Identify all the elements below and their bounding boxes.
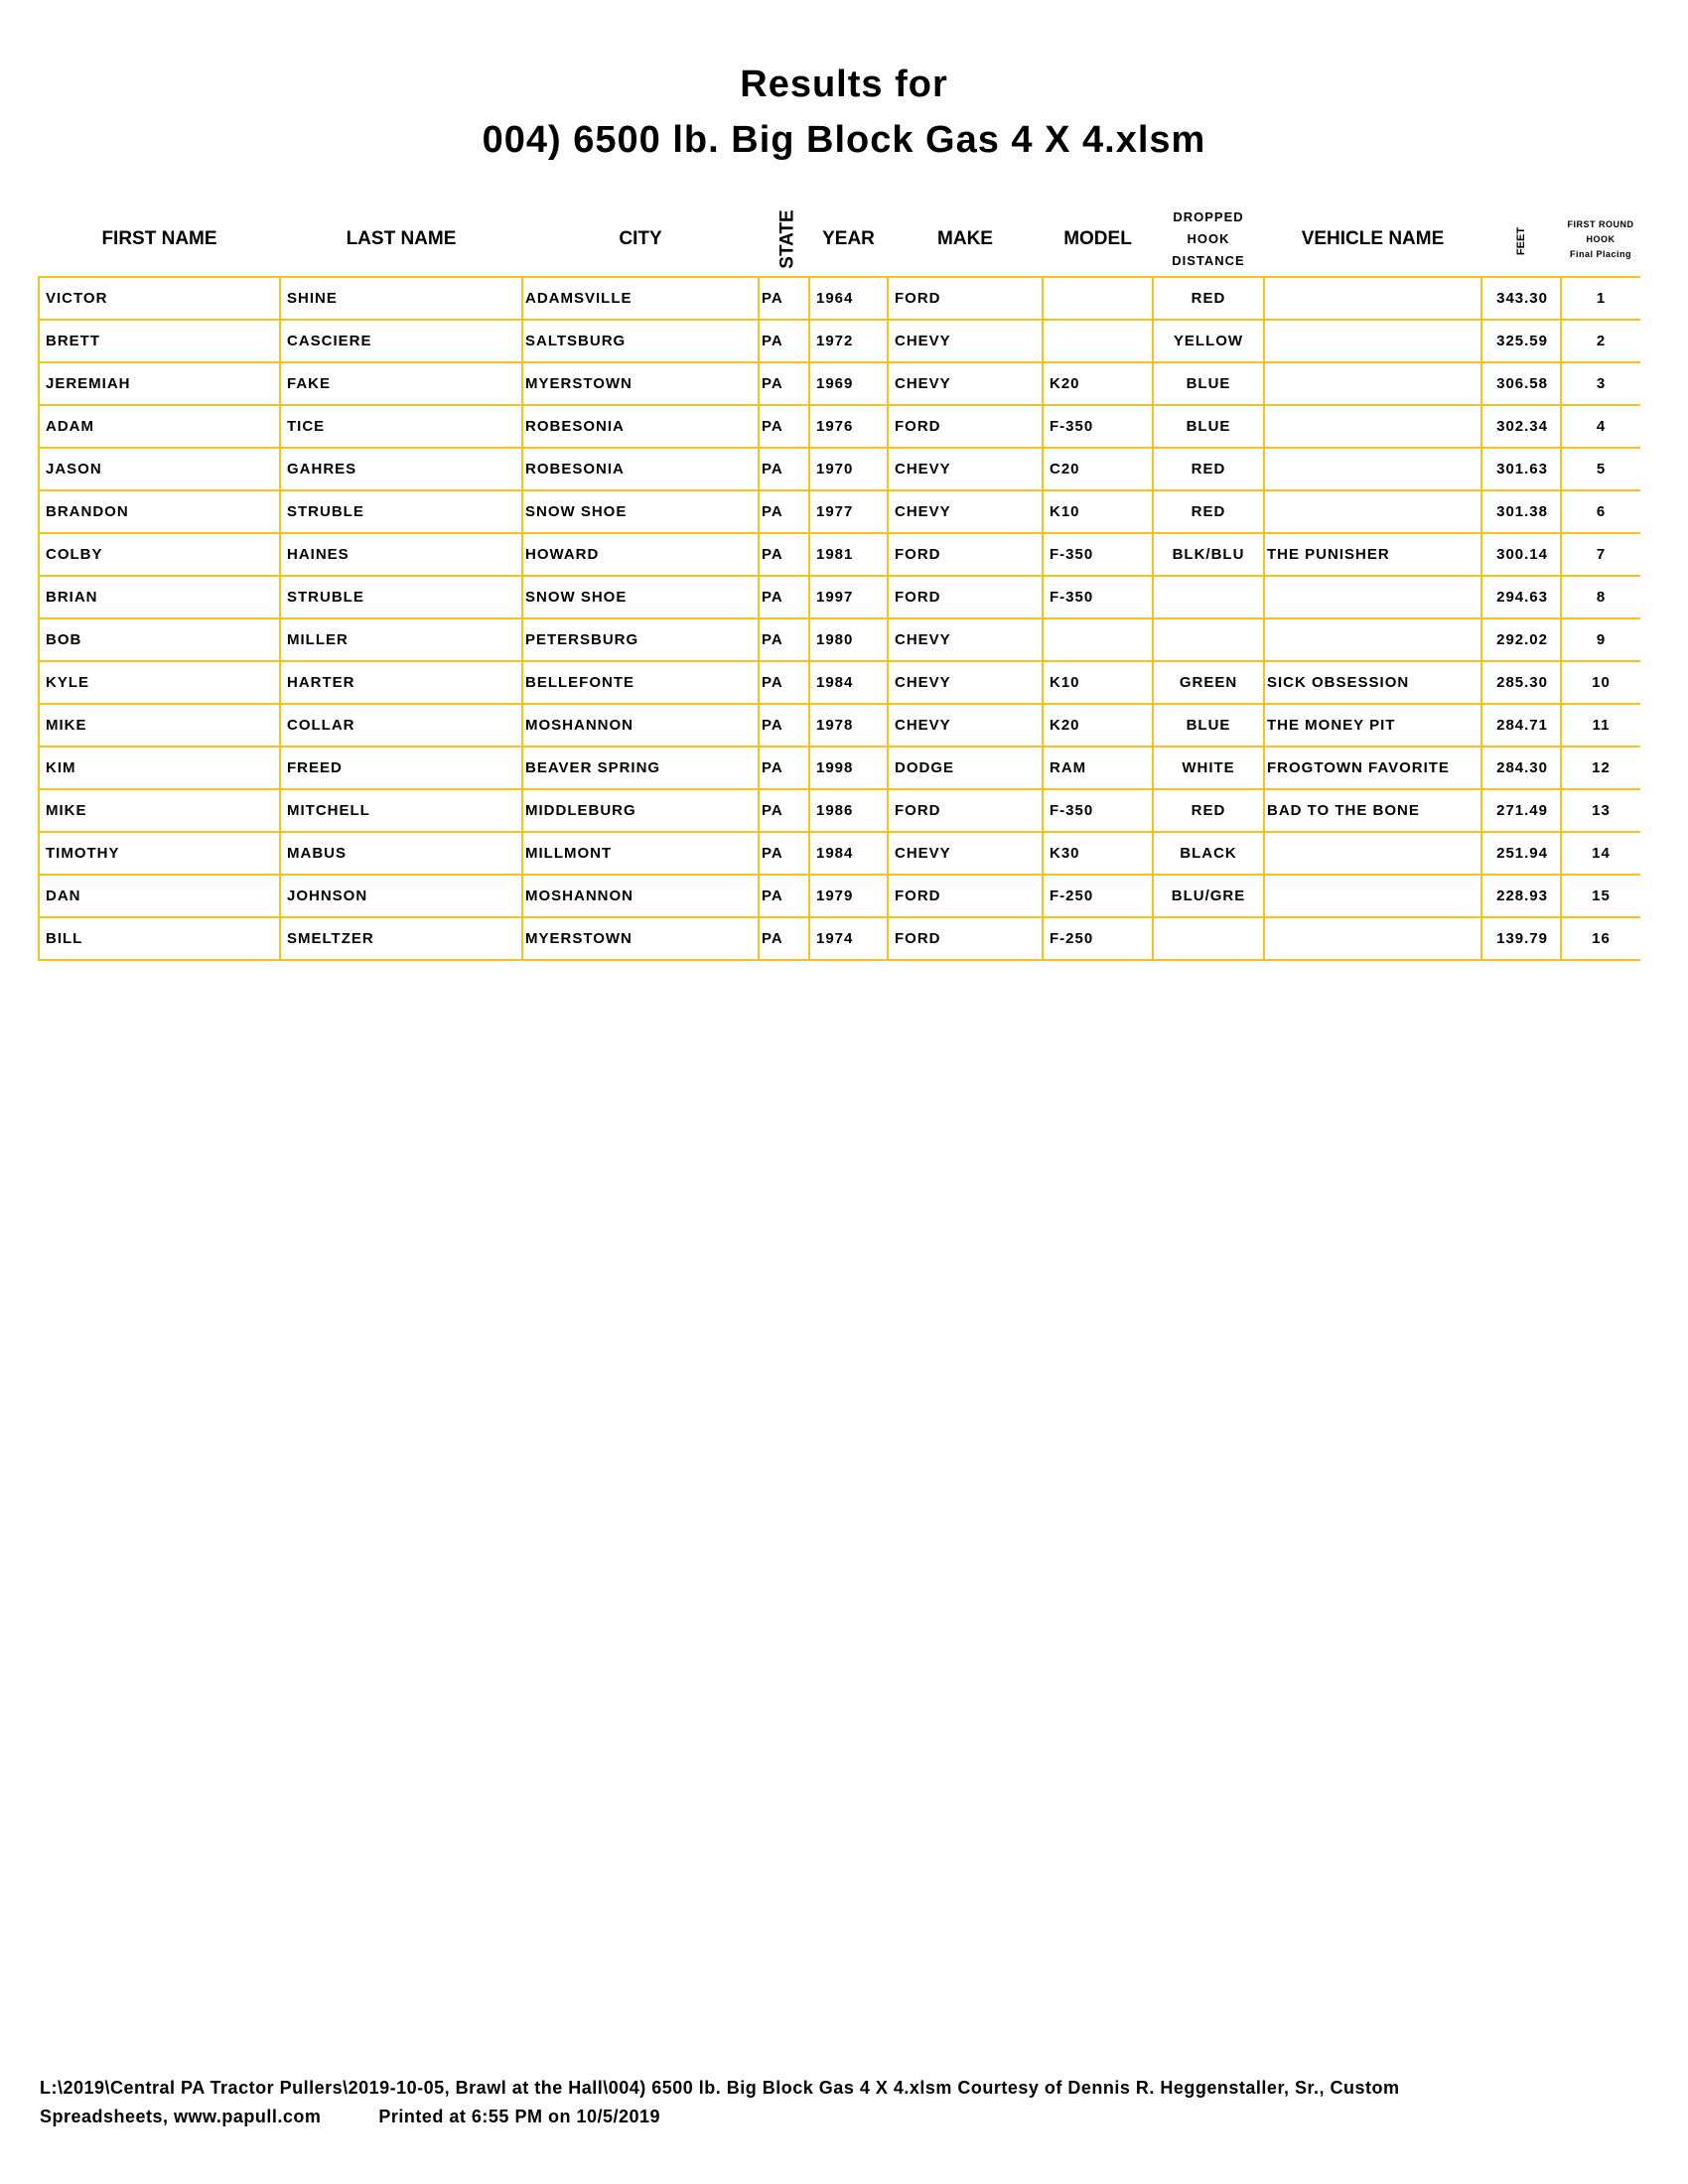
make-cell: CHEVY xyxy=(888,448,1043,490)
dropped-hook-cell: RED xyxy=(1153,789,1264,832)
last-name-cell: HAINES xyxy=(280,533,522,576)
city-cell: ROBESONIA xyxy=(522,405,759,448)
header-first-round-line3: Final Placing xyxy=(1569,248,1631,259)
header-first-round-line2: HOOK xyxy=(1586,233,1616,244)
state-cell: PA xyxy=(759,277,809,320)
state-cell: PA xyxy=(759,362,809,405)
model-cell: F-250 xyxy=(1043,875,1153,917)
feet-cell: 284.30 xyxy=(1481,747,1561,789)
header-state xyxy=(759,203,809,277)
first-name-cell: BRETT xyxy=(39,320,280,362)
make-cell: FORD xyxy=(888,277,1043,320)
state-cell: PA xyxy=(759,661,809,704)
vehicle-name-cell xyxy=(1264,875,1481,917)
vehicle-name-cell xyxy=(1264,576,1481,618)
header-year: YEAR xyxy=(822,228,875,249)
footer-line-2 xyxy=(40,2107,1668,2127)
table-row xyxy=(39,277,1640,320)
footer-printed-at: Printed at 6:55 PM on 10/5/2019 xyxy=(378,2107,661,2126)
city-cell: HOWARD xyxy=(522,533,759,576)
city-cell: ADAMSVILLE xyxy=(522,277,759,320)
first-name-cell: JEREMIAH xyxy=(39,362,280,405)
make-cell: FORD xyxy=(888,875,1043,917)
title-line-2: 004) 6500 lb. Big Block Gas 4 X 4.xlsm xyxy=(482,119,1206,161)
model-cell xyxy=(1043,320,1153,362)
first-name-cell: ADAM xyxy=(39,405,280,448)
make-cell: CHEVY xyxy=(888,661,1043,704)
vehicle-name-cell: BAD TO THE BONE xyxy=(1264,789,1481,832)
header-dropped-line1: DROPPED xyxy=(1173,209,1244,224)
results-table xyxy=(38,203,1640,961)
feet-cell: 301.38 xyxy=(1481,490,1561,533)
header-last-name: LAST NAME xyxy=(346,228,457,249)
city-cell: ROBESONIA xyxy=(522,448,759,490)
table-row xyxy=(39,747,1640,789)
first-name-cell: KIM xyxy=(39,747,280,789)
table-row xyxy=(39,490,1640,533)
year-cell: 1979 xyxy=(809,875,888,917)
vehicle-name-cell xyxy=(1264,362,1481,405)
header-first-round-line1: FIRST ROUND xyxy=(1567,218,1634,229)
city-cell: SNOW SHOE xyxy=(522,576,759,618)
year-cell: 1980 xyxy=(809,618,888,661)
year-cell: 1972 xyxy=(809,320,888,362)
first-name-cell: BOB xyxy=(39,618,280,661)
placing-cell: 6 xyxy=(1561,490,1640,533)
placing-cell: 3 xyxy=(1561,362,1640,405)
placing-cell: 4 xyxy=(1561,405,1640,448)
dropped-hook-cell: RED xyxy=(1153,490,1264,533)
header-first-name: FIRST NAME xyxy=(101,228,217,249)
vehicle-name-cell xyxy=(1264,448,1481,490)
vehicle-name-cell xyxy=(1264,405,1481,448)
dropped-hook-cell xyxy=(1153,618,1264,661)
year-cell: 1976 xyxy=(809,405,888,448)
table-row xyxy=(39,618,1640,661)
first-name-cell: TIMOTHY xyxy=(39,832,280,875)
city-cell: MYERSTOWN xyxy=(522,917,759,960)
placing-cell: 2 xyxy=(1561,320,1640,362)
placing-cell: 9 xyxy=(1561,618,1640,661)
header-dropped-line3: DISTANCE xyxy=(1172,253,1245,268)
feet-cell: 292.02 xyxy=(1481,618,1561,661)
make-cell: FORD xyxy=(888,405,1043,448)
model-cell: C20 xyxy=(1043,448,1153,490)
feet-cell: 325.59 xyxy=(1481,320,1561,362)
last-name-cell: MABUS xyxy=(280,832,522,875)
first-name-cell: BRIAN xyxy=(39,576,280,618)
table-row xyxy=(39,875,1640,917)
placing-cell: 8 xyxy=(1561,576,1640,618)
footer-file-path: L:\2019\Central PA Tractor Pullers\2019-10-05, Brawl at the Hall\004) 6500 lb. Big Block Gas 4 X 4.xlsm Courtesy of Dennis R. Heggenstaller, Sr., Custom xyxy=(40,2078,1400,2098)
year-cell: 1970 xyxy=(809,448,888,490)
vehicle-name-cell: SICK OBSESSION xyxy=(1264,661,1481,704)
header-make: MAKE xyxy=(937,228,993,249)
feet-cell: 294.63 xyxy=(1481,576,1561,618)
last-name-cell: CASCIERE xyxy=(280,320,522,362)
vehicle-name-cell: THE PUNISHER xyxy=(1264,533,1481,576)
state-cell: PA xyxy=(759,917,809,960)
year-cell: 1981 xyxy=(809,533,888,576)
dropped-hook-cell: BLUE xyxy=(1153,704,1264,747)
state-cell: PA xyxy=(759,618,809,661)
model-cell: K10 xyxy=(1043,661,1153,704)
header-dropped-hook-distance xyxy=(1153,203,1264,277)
state-cell: PA xyxy=(759,704,809,747)
table-row xyxy=(39,362,1640,405)
table-row xyxy=(39,789,1640,832)
last-name-cell: STRUBLE xyxy=(280,576,522,618)
feet-cell: 343.30 xyxy=(1481,277,1561,320)
last-name-cell: MILLER xyxy=(280,618,522,661)
state-cell: PA xyxy=(759,832,809,875)
city-cell: MILLMONT xyxy=(522,832,759,875)
placing-cell: 12 xyxy=(1561,747,1640,789)
first-name-cell: BRANDON xyxy=(39,490,280,533)
state-cell: PA xyxy=(759,875,809,917)
model-cell: F-250 xyxy=(1043,917,1153,960)
make-cell: CHEVY xyxy=(888,704,1043,747)
header-first-round-hook xyxy=(1561,203,1640,277)
state-cell: PA xyxy=(759,448,809,490)
header-feet xyxy=(1481,203,1561,277)
placing-cell: 10 xyxy=(1561,661,1640,704)
placing-cell: 11 xyxy=(1561,704,1640,747)
year-cell: 1986 xyxy=(809,789,888,832)
dropped-hook-cell: BLUE xyxy=(1153,405,1264,448)
title-line-1: Results for xyxy=(740,64,948,105)
model-cell: RAM xyxy=(1043,747,1153,789)
city-cell: BEAVER SPRING xyxy=(522,747,759,789)
first-name-cell: KYLE xyxy=(39,661,280,704)
first-name-cell: MIKE xyxy=(39,704,280,747)
year-cell: 1998 xyxy=(809,747,888,789)
model-cell: K30 xyxy=(1043,832,1153,875)
vehicle-name-cell xyxy=(1264,832,1481,875)
table-row xyxy=(39,917,1640,960)
placing-cell: 15 xyxy=(1561,875,1640,917)
table-row xyxy=(39,320,1640,362)
make-cell: FORD xyxy=(888,533,1043,576)
first-name-cell: JASON xyxy=(39,448,280,490)
vehicle-name-cell xyxy=(1264,618,1481,661)
model-cell: F-350 xyxy=(1043,533,1153,576)
last-name-cell: COLLAR xyxy=(280,704,522,747)
vehicle-name-cell xyxy=(1264,490,1481,533)
state-cell: PA xyxy=(759,490,809,533)
dropped-hook-cell: YELLOW xyxy=(1153,320,1264,362)
state-cell: PA xyxy=(759,576,809,618)
year-cell: 1978 xyxy=(809,704,888,747)
city-cell: MYERSTOWN xyxy=(522,362,759,405)
last-name-cell: FREED xyxy=(280,747,522,789)
placing-cell: 14 xyxy=(1561,832,1640,875)
dropped-hook-cell xyxy=(1153,576,1264,618)
table-row xyxy=(39,405,1640,448)
last-name-cell: SMELTZER xyxy=(280,917,522,960)
first-name-cell: MIKE xyxy=(39,789,280,832)
table-row xyxy=(39,832,1640,875)
dropped-hook-cell: BLUE xyxy=(1153,362,1264,405)
feet-cell: 228.93 xyxy=(1481,875,1561,917)
make-cell: CHEVY xyxy=(888,618,1043,661)
header-model: MODEL xyxy=(1063,228,1132,249)
placing-cell: 1 xyxy=(1561,277,1640,320)
dropped-hook-cell: BLU/GRE xyxy=(1153,875,1264,917)
year-cell: 1964 xyxy=(809,277,888,320)
dropped-hook-cell: BLK/BLU xyxy=(1153,533,1264,576)
vehicle-name-cell: THE MONEY PIT xyxy=(1264,704,1481,747)
make-cell: CHEVY xyxy=(888,362,1043,405)
header-city: CITY xyxy=(619,228,662,249)
model-cell: F-350 xyxy=(1043,405,1153,448)
header-vehicle-name: VEHICLE NAME xyxy=(1301,228,1445,249)
placing-cell: 16 xyxy=(1561,917,1640,960)
placing-cell: 7 xyxy=(1561,533,1640,576)
model-cell xyxy=(1043,618,1153,661)
model-cell: F-350 xyxy=(1043,576,1153,618)
vehicle-name-cell xyxy=(1264,320,1481,362)
last-name-cell: STRUBLE xyxy=(280,490,522,533)
table-row xyxy=(39,704,1640,747)
header-dropped-line2: HOOK xyxy=(1187,231,1230,246)
dropped-hook-cell: BLACK xyxy=(1153,832,1264,875)
table-row xyxy=(39,533,1640,576)
feet-cell: 306.58 xyxy=(1481,362,1561,405)
year-cell: 1984 xyxy=(809,832,888,875)
last-name-cell: HARTER xyxy=(280,661,522,704)
feet-cell: 251.94 xyxy=(1481,832,1561,875)
last-name-cell: GAHRES xyxy=(280,448,522,490)
last-name-cell: TICE xyxy=(280,405,522,448)
model-cell: K20 xyxy=(1043,704,1153,747)
feet-cell: 139.79 xyxy=(1481,917,1561,960)
year-cell: 1977 xyxy=(809,490,888,533)
vehicle-name-cell xyxy=(1264,917,1481,960)
feet-cell: 285.30 xyxy=(1481,661,1561,704)
city-cell: BELLEFONTE xyxy=(522,661,759,704)
first-name-cell: COLBY xyxy=(39,533,280,576)
table-row xyxy=(39,576,1640,618)
dropped-hook-cell: RED xyxy=(1153,277,1264,320)
table-row xyxy=(39,661,1640,704)
year-cell: 1969 xyxy=(809,362,888,405)
dropped-hook-cell xyxy=(1153,917,1264,960)
feet-cell: 284.71 xyxy=(1481,704,1561,747)
city-cell: MOSHANNON xyxy=(522,704,759,747)
vehicle-name-cell: FROGTOWN FAVORITE xyxy=(1264,747,1481,789)
dropped-hook-cell: GREEN xyxy=(1153,661,1264,704)
feet-cell: 271.49 xyxy=(1481,789,1561,832)
model-cell: K10 xyxy=(1043,490,1153,533)
first-name-cell: BILL xyxy=(39,917,280,960)
results-body xyxy=(39,277,1640,960)
last-name-cell: SHINE xyxy=(280,277,522,320)
make-cell: CHEVY xyxy=(888,320,1043,362)
state-cell: PA xyxy=(759,320,809,362)
state-cell: PA xyxy=(759,789,809,832)
make-cell: FORD xyxy=(888,917,1043,960)
header-feet-text: FEET xyxy=(1515,226,1527,256)
make-cell: DODGE xyxy=(888,747,1043,789)
footer-credits: Spreadsheets, www.papull.com xyxy=(40,2107,322,2126)
model-cell: K20 xyxy=(1043,362,1153,405)
city-cell: SALTSBURG xyxy=(522,320,759,362)
year-cell: 1997 xyxy=(809,576,888,618)
feet-cell: 300.14 xyxy=(1481,533,1561,576)
make-cell: CHEVY xyxy=(888,490,1043,533)
last-name-cell: MITCHELL xyxy=(280,789,522,832)
header-state-text: STATE xyxy=(776,209,798,269)
vehicle-name-cell xyxy=(1264,277,1481,320)
state-cell: PA xyxy=(759,747,809,789)
year-cell: 1984 xyxy=(809,661,888,704)
make-cell: CHEVY xyxy=(888,832,1043,875)
dropped-hook-cell: RED xyxy=(1153,448,1264,490)
state-cell: PA xyxy=(759,533,809,576)
dropped-hook-cell: WHITE xyxy=(1153,747,1264,789)
first-name-cell: DAN xyxy=(39,875,280,917)
city-cell: MOSHANNON xyxy=(522,875,759,917)
model-cell: F-350 xyxy=(1043,789,1153,832)
feet-cell: 301.63 xyxy=(1481,448,1561,490)
last-name-cell: FAKE xyxy=(280,362,522,405)
placing-cell: 5 xyxy=(1561,448,1640,490)
city-cell: SNOW SHOE xyxy=(522,490,759,533)
make-cell: FORD xyxy=(888,789,1043,832)
city-cell: PETERSBURG xyxy=(522,618,759,661)
make-cell: FORD xyxy=(888,576,1043,618)
feet-cell: 302.34 xyxy=(1481,405,1561,448)
city-cell: MIDDLEBURG xyxy=(522,789,759,832)
first-name-cell: VICTOR xyxy=(39,277,280,320)
state-cell: PA xyxy=(759,405,809,448)
last-name-cell: JOHNSON xyxy=(280,875,522,917)
header-row xyxy=(39,203,1640,277)
placing-cell: 13 xyxy=(1561,789,1640,832)
model-cell xyxy=(1043,277,1153,320)
year-cell: 1974 xyxy=(809,917,888,960)
table-row xyxy=(39,448,1640,490)
